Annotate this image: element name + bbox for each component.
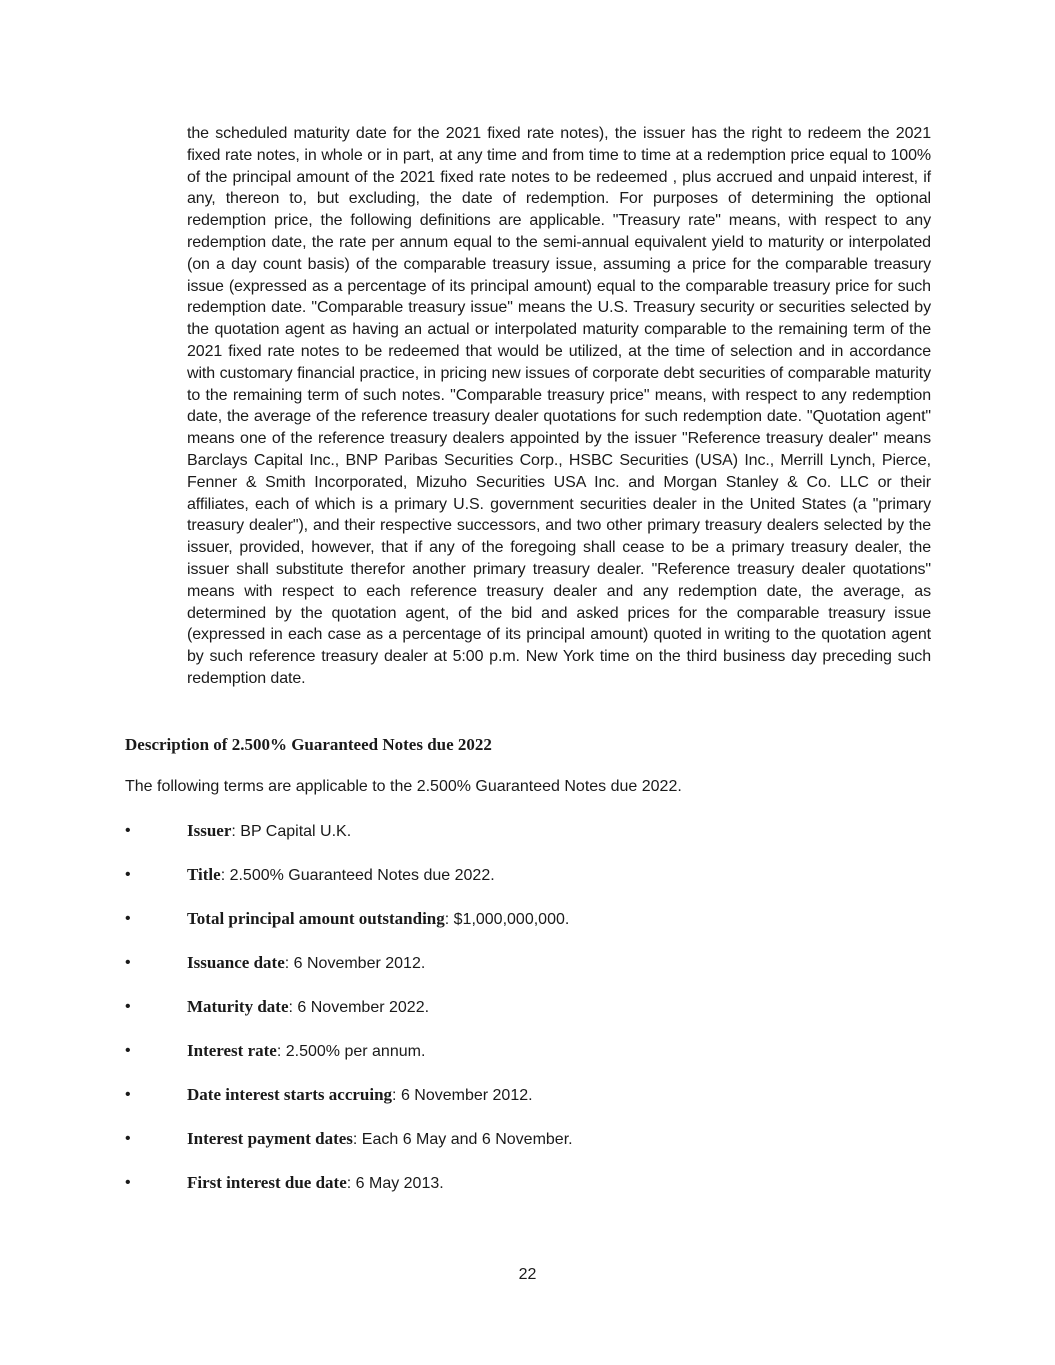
bullet-icon: • bbox=[125, 1174, 131, 1191]
term-item-accrual-start bbox=[125, 1084, 935, 1128]
term-value: : 2.500% Guaranteed Notes due 2022. bbox=[220, 867, 495, 884]
bullet-icon: • bbox=[125, 1086, 131, 1103]
term-value: : 6 November 2012. bbox=[392, 1087, 533, 1104]
term-value: : Each 6 May and 6 November. bbox=[352, 1131, 573, 1148]
continued-redemption-paragraph: the scheduled maturity date for the 2021 fixed rate notes), the issuer has the right to redeem the 2021 fixed rate notes, in whole or in part, at any time and from time to time at a redemption price equal to 100% of the principal amount of the 2021 fixed rate notes to be redeemed , plus accrued and unpaid interest, if any, thereon to, but excluding, the date of redemption. For purposes of determining the optional redemption price, the following definitions are applicable. "Treasury rate" means, with respect to any redemption date, the rate per annum equal to the semi-annual equivalent yield to maturity or interpolated (on a day count basis) of the comparable treasury issue, assuming a price for the comparable treasury issue (expressed as a percentage of its principal amount) equal to the comparable treasury price for such redemption date. "Comparable treasury issue" means the U.S. Treasury security or securities selected by the quotation agent as having an actual or interpolated maturity comparable to the remaining term of the 2021 fixed rate notes to be redeemed that would be utilized, at the time of selection and in accordance with customary financial practice, in pricing new issues of corporate debt securities of comparable maturity to the remaining term of such notes. "Comparable treasury price" means, with respect to any redemption date, the average of the reference treasury dealer quotations for such redemption date. "Quotation agent" means one of the reference treasury dealers appointed by the issuer "Reference treasury dealer" means Barclays Capital Inc., BNP Paribas Securities Corp., HSBC Securities (USA) Inc., Merrill Lynch, Pierce, Fenner & Smith Incorporated, Mizuho Securities USA Inc. and Morgan Stanley & Co. LLC or their affiliates, each of which is a primary U.S. government securities dealer in the United States (a "primary treasury dealer"), and their respective successors, and two other primary treasury dealers selected by the issuer, provided, however, that if any of the foregoing shall cease to be a primary treasury dealer, the issuer shall substitute therefor another primary treasury dealer. "Reference treasury dealer quotations" means with respect to each reference treasury dealer and any redemption date, the average, as determined by the quotation agent, of the bid and asked prices for the comparable treasury issue (expressed in each case as a percentage of its principal amount) quoted in writing to the quotation agent by such reference treasury dealer at 5:00 p.m. New York time on the third business day preceding such redemption date. bbox=[187, 125, 931, 687]
section-intro: The following terms are applicable to the 2.500% Guaranteed Notes due 2022. bbox=[125, 778, 682, 795]
term-item-payment-dates bbox=[125, 1128, 935, 1172]
term-item-issuance-date bbox=[125, 952, 935, 996]
bullet-icon: • bbox=[125, 1130, 131, 1147]
terms-list bbox=[125, 820, 935, 1216]
page-number: 22 bbox=[518, 1266, 537, 1283]
term-value: : $1,000,000,000. bbox=[444, 911, 570, 928]
term-label: Interest rate bbox=[187, 1041, 277, 1060]
term-value: : 6 May 2013. bbox=[346, 1175, 444, 1192]
term-value: : 6 November 2022. bbox=[288, 999, 430, 1016]
bullet-icon: • bbox=[125, 1042, 131, 1059]
term-label: Interest payment dates bbox=[187, 1129, 353, 1148]
term-value: : 6 November 2012. bbox=[284, 955, 426, 972]
term-item-issuer bbox=[125, 820, 935, 864]
term-item-interest-rate bbox=[125, 1040, 935, 1084]
bullet-icon: • bbox=[125, 822, 131, 839]
bullet-icon: • bbox=[125, 866, 131, 883]
bullet-icon: • bbox=[125, 954, 131, 971]
term-label: Total principal amount outstanding bbox=[187, 909, 445, 928]
term-label: Title bbox=[187, 865, 221, 884]
term-label: Date interest starts accruing bbox=[187, 1085, 393, 1104]
bullet-icon: • bbox=[125, 998, 131, 1015]
term-label: First interest due date bbox=[187, 1173, 347, 1192]
term-value: : 2.500% per annum. bbox=[276, 1043, 426, 1060]
term-label: Issuance date bbox=[187, 953, 285, 972]
term-label: Maturity date bbox=[187, 997, 289, 1016]
section-heading: Description of 2.500% Guaranteed Notes due 2022 bbox=[125, 735, 492, 754]
term-value: : BP Capital U.K. bbox=[231, 823, 352, 840]
term-item-total-principal bbox=[125, 908, 935, 952]
bullet-icon: • bbox=[125, 910, 131, 927]
term-item-title bbox=[125, 864, 935, 908]
term-item-maturity-date bbox=[125, 996, 935, 1040]
term-item-first-due-date bbox=[125, 1172, 935, 1216]
term-label: Issuer bbox=[187, 821, 232, 840]
